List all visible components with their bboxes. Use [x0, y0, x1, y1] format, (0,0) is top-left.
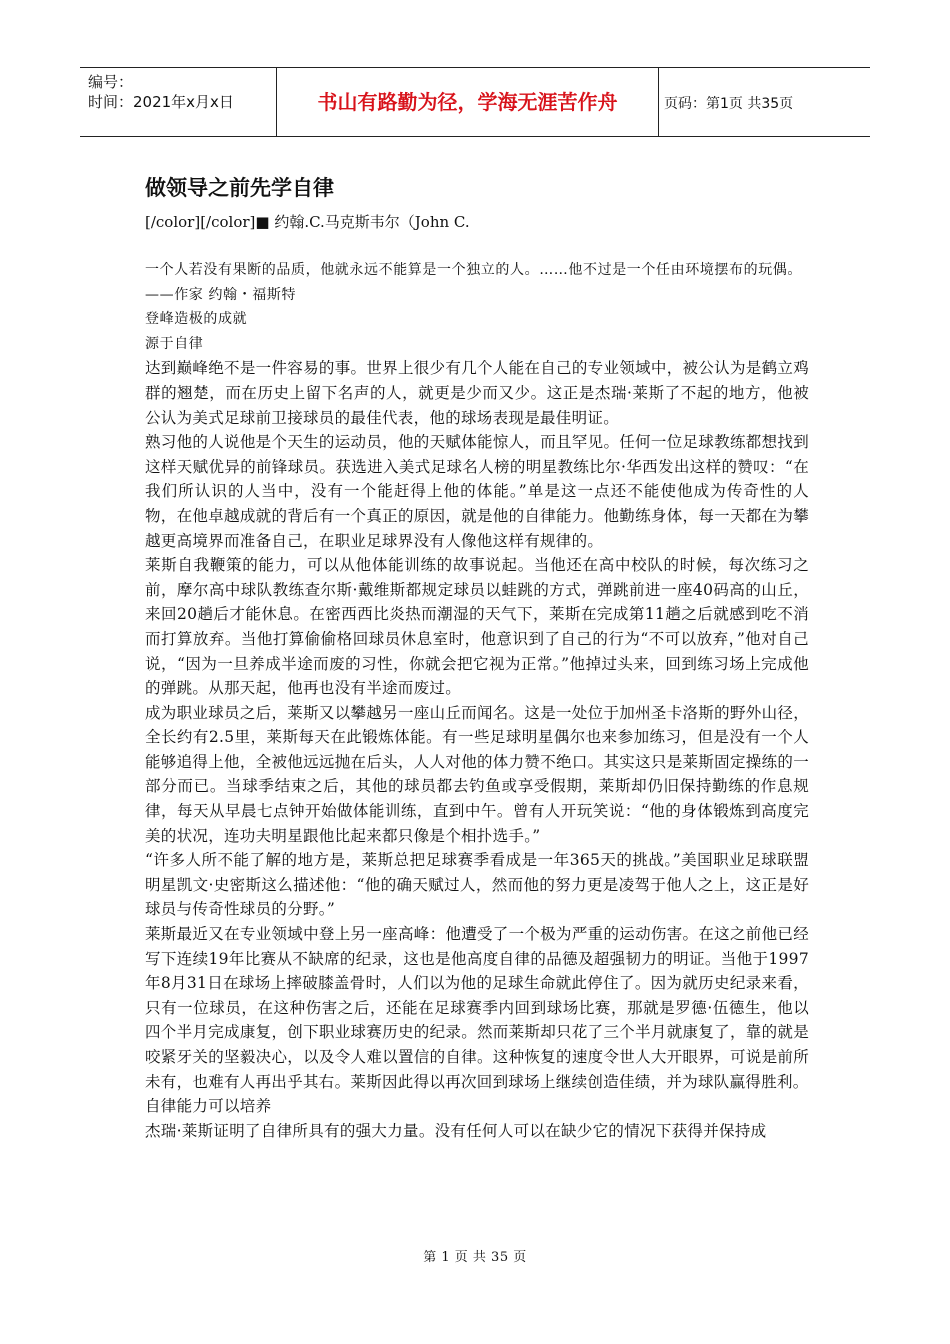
paragraph: 莱斯自我鞭策的能力，可以从他体能训练的故事说起。当他还在高中校队的时候，每次练习之前，摩尔高中球队教练查尔斯·戴维斯都规定球员以蛙跳的方式，弹跳前进一座40码高的山丘，来回20趟后才能休息。在密西西比炎热而潮湿的天气下，莱斯在完成第11趟之后就感到吃不消而打算放弃。当他打算偷偷格回球员休息室时，他意识到了自己的行为“不可以放弃，”他对自己说，“因为一旦养成半途而废的习性，你就会把它视为正常。”他掉过头来，回到练习场上完成他的弹跳。从那天起，他再也没有半途而废过。 — [145, 556, 809, 698]
paragraph: “许多人所不能了解的地方是，莱斯总把足球赛季看成是一年365天的挑战。”美国职业足球联盟明星凯文·史密斯这么描述他：“他的确天赋过人，然而他的努力更是凌驾于他人之上，这正是好球员与传奇性球员的分野。” — [145, 851, 809, 919]
paragraph: 成为职业球员之后，莱斯又以攀越另一座山丘而闻名。这是一处位于加州圣卡洛斯的野外山径，全长约有2.5里，莱斯每天在此锻炼体能。有一些足球明星偶尔也来参加练习，但是没有一个人能够追得上他，全被他远远抛在后头，人人对他的体力赞不绝口。其实这只是莱斯固定操练的一部分而已。当球季结束之后，其他的球员都去钓鱼或享受假期，莱斯却仍旧保持勤练的作息规律，每天从早晨七点钟开始做体能训练，直到中午。曾有人开玩笑说：“他的身体锻炼到高度完美的状况，连功夫明星跟他比起来都只像是个相扑选手。” — [145, 703, 809, 845]
section-heading: 自律能力可以培养 — [145, 1097, 272, 1116]
header-page-info: 页码：第1页 共35页 — [664, 96, 794, 112]
epigraph-quote: 一个人若没有果断的品质，他就永远不能算是一个独立的人。……他不过是一个任由环境摆布的玩偶。 — [145, 262, 802, 278]
number-label: 编号： — [88, 73, 134, 91]
page-footer: 第 1 页 共 35 页 — [423, 1250, 527, 1265]
paragraph: 莱斯最近又在专业领域中登上另一座高峰：他遭受了一个极为严重的运动伤害。在这之前他已经写下连续19年比赛从不缺席的纪录，这也是他高度自律的品德及超强韧力的明证。当他于1997年8月31日在球场上摔破膝盖骨时，人们以为他的足球生命就此停住了。因为就历史纪录来看，只有一位球员，在这种伤害之后，还能在足球赛季内回到球场比赛，那就是罗德·伍德生，他以四个半月完成康复，创下职业球赛历史的纪录。然而莱斯却只花了三个半月就康复了，靠的就是咬紧牙关的坚毅决心，以及令人难以置信的自律。这种恢复的速度令世人大开眼界，可说是前所未有，也难有人再出乎其右。莱斯因此得以再次回到球场上继续创造佳绩，并为球队赢得胜利。 — [145, 925, 809, 1091]
section-heading: 登峰造极的成就 — [145, 311, 248, 328]
article-byline: [/color][/color]■ 约翰.C.马克斯韦尔（John C. — [145, 213, 470, 231]
page-header — [80, 67, 870, 137]
header-motto: 书山有路勤为径，学海无涯苦作舟 — [277, 68, 659, 136]
paragraph: 杰瑞·莱斯证明了自律所具有的强大力量。没有任何人可以在缺少它的情况下获得并保持成 — [145, 1121, 767, 1140]
time-label: 时间：2021年x月x日 — [88, 93, 234, 111]
article-body — [145, 258, 809, 1143]
epigraph-attribution: ——作家 约翰・福斯特 — [145, 286, 297, 303]
paragraph: 达到巅峰绝不是一件容易的事。世界上很少有几个人能在自己的专业领域中，被公认为是鹤立鸡群的翘楚，而在历史上留下名声的人，就更是少而又少。这正是杰瑞·莱斯了不起的地方，他被公认为美式足球前卫接球员的最佳代表，他的球场表现是最佳明证。 — [145, 359, 809, 427]
section-heading: 源于自律 — [145, 335, 204, 352]
header-info-cell — [80, 68, 277, 136]
article-title: 做领导之前先学自律 — [145, 176, 334, 200]
paragraph: 熟习他的人说他是个天生的运动员，他的天赋体能惊人，而且罕见。任何一位足球教练都想找到这样天赋优异的前锋球员。获选进入美式足球名人榜的明星教练比尔·华西发出这样的赞叹：“在我们所认识的人当中，没有一个能赶得上他的体能。”单是这一点还不能使他成为传奇性的人物，在他卓越成就的背后有一个真正的原因，就是他的自律能力。他勤练身体，每一天都在为攀越更高境界而准备自己，在职业足球界没有人像他这样有规律的。 — [145, 433, 809, 550]
